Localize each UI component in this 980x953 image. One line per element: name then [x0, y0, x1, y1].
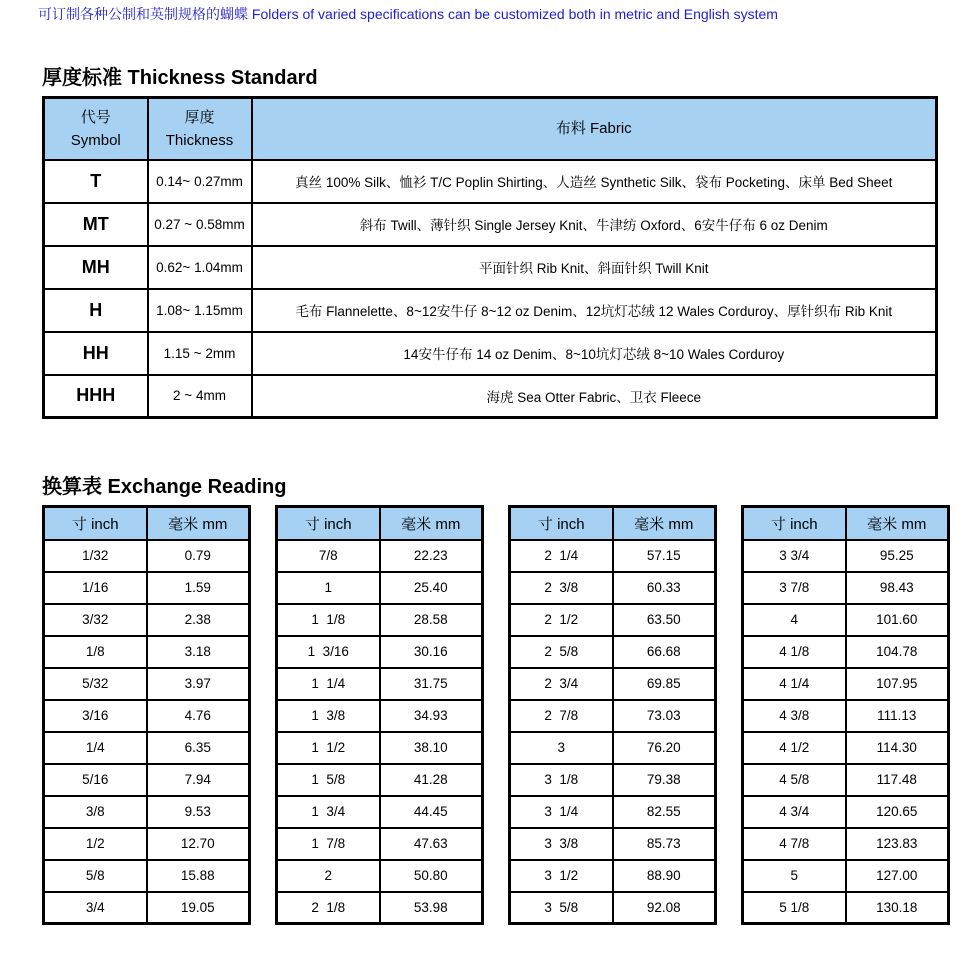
mm-cell: 79.38 — [613, 764, 716, 796]
top-note: 可订制各种公制和英制规格的蝴蝶 Folders of varied specifications can be customized both in metric and English system — [38, 6, 778, 22]
table-row — [743, 892, 949, 924]
inch-cell: 4 — [743, 604, 846, 636]
inch-cell: 1 7/8 — [277, 828, 380, 860]
symbol-header-en: Symbol — [70, 131, 121, 149]
mm-cell: 117.48 — [846, 764, 949, 796]
thickness-section-title: 厚度标准 Thickness Standard — [42, 67, 318, 89]
inch-cell: 3/32 — [44, 604, 147, 636]
mm-cell: 127.00 — [846, 860, 949, 892]
table-row — [510, 700, 716, 732]
mm-column-header: 毫米 mm — [846, 507, 949, 540]
mm-cell: 130.18 — [846, 892, 949, 924]
mm-cell: 1.59 — [147, 572, 250, 604]
exchange-header-row — [44, 507, 250, 540]
table-row — [44, 860, 250, 892]
table-row — [44, 540, 250, 572]
inch-cell: 1 5/8 — [277, 764, 380, 796]
inch-cell: 1 1/2 — [277, 732, 380, 764]
fabric-cell: 14安牛仔布 14 oz Denim、8~10坑灯芯绒 8~10 Wales Corduroy — [252, 332, 937, 375]
thickness-cell: 0.62~ 1.04mm — [148, 246, 252, 289]
table-row — [743, 764, 949, 796]
inch-cell: 3/16 — [44, 700, 147, 732]
thickness-cell: 1.15 ~ 2mm — [148, 332, 252, 375]
table-row — [44, 732, 250, 764]
thickness-header-en: Thickness — [165, 131, 234, 149]
inch-cell: 4 7/8 — [743, 828, 846, 860]
table-row — [277, 764, 483, 796]
mm-cell: 92.08 — [613, 892, 716, 924]
inch-cell: 2 7/8 — [510, 700, 613, 732]
inch-cell: 3 3/8 — [510, 828, 613, 860]
mm-cell: 73.03 — [613, 700, 716, 732]
table-row — [277, 796, 483, 828]
mm-cell: 123.83 — [846, 828, 949, 860]
symbol-header-zh: 代号 — [80, 108, 111, 126]
mm-cell: 30.16 — [380, 636, 483, 668]
thickness-header-zh: 厚度 — [184, 108, 215, 126]
inch-cell: 3 3/4 — [743, 540, 846, 572]
mm-cell: 3.18 — [147, 636, 250, 668]
mm-cell: 120.65 — [846, 796, 949, 828]
mm-cell: 88.90 — [613, 860, 716, 892]
mm-cell: 53.98 — [380, 892, 483, 924]
inch-cell: 3/4 — [44, 892, 147, 924]
table-row — [743, 572, 949, 604]
exchange-header-row — [743, 507, 949, 540]
mm-cell: 95.25 — [846, 540, 949, 572]
mm-cell: 34.93 — [380, 700, 483, 732]
mm-cell: 7.94 — [147, 764, 250, 796]
table-row — [44, 375, 937, 418]
table-row — [44, 572, 250, 604]
inch-column-header: 寸 inch — [510, 507, 613, 540]
table-row — [277, 668, 483, 700]
inch-cell: 4 3/4 — [743, 796, 846, 828]
table-row — [44, 828, 250, 860]
inch-cell: 5/32 — [44, 668, 147, 700]
mm-cell: 4.76 — [147, 700, 250, 732]
table-row — [510, 636, 716, 668]
table-row — [44, 796, 250, 828]
table-row — [44, 160, 937, 203]
fabric-cell: 真丝 100% Silk、恤衫 T/C Poplin Shirting、人造丝 Synthetic Silk、袋布 Pocketing、床单 Bed Sheet — [252, 160, 937, 203]
mm-cell: 60.33 — [613, 572, 716, 604]
inch-cell: 3 5/8 — [510, 892, 613, 924]
thickness-header-row — [44, 98, 937, 160]
table-row — [510, 540, 716, 572]
mm-column-header: 毫米 mm — [613, 507, 716, 540]
symbol-cell: MT — [44, 203, 148, 246]
exchange-section-title: 换算表 Exchange Reading — [42, 476, 287, 498]
table-row — [510, 604, 716, 636]
mm-cell: 22.23 — [380, 540, 483, 572]
thickness-cell: 2 ~ 4mm — [148, 375, 252, 418]
inch-cell: 1 3/16 — [277, 636, 380, 668]
inch-cell: 1/32 — [44, 540, 147, 572]
inch-cell: 2 1/4 — [510, 540, 613, 572]
fabric-column-header: 布料 Fabric — [252, 98, 937, 160]
inch-cell: 3 1/2 — [510, 860, 613, 892]
symbol-cell: HHH — [44, 375, 148, 418]
table-row — [44, 764, 250, 796]
inch-cell: 1/8 — [44, 636, 147, 668]
mm-cell: 31.75 — [380, 668, 483, 700]
mm-cell: 98.43 — [846, 572, 949, 604]
symbol-cell: T — [44, 160, 148, 203]
table-row — [510, 668, 716, 700]
mm-cell: 38.10 — [380, 732, 483, 764]
inch-cell: 4 1/4 — [743, 668, 846, 700]
inch-cell: 1/16 — [44, 572, 147, 604]
mm-cell: 82.55 — [613, 796, 716, 828]
inch-cell: 2 1/8 — [277, 892, 380, 924]
inch-cell: 1 3/4 — [277, 796, 380, 828]
exchange-table-1 — [42, 505, 251, 925]
table-row — [510, 764, 716, 796]
table-row — [277, 892, 483, 924]
table-row — [510, 860, 716, 892]
table-row — [44, 604, 250, 636]
thickness-cell: 0.27 ~ 0.58mm — [148, 203, 252, 246]
inch-cell: 2 3/4 — [510, 668, 613, 700]
inch-cell: 2 3/8 — [510, 572, 613, 604]
thickness-cell: 0.14~ 0.27mm — [148, 160, 252, 203]
inch-cell: 1 1/8 — [277, 604, 380, 636]
mm-cell: 3.97 — [147, 668, 250, 700]
table-row — [277, 572, 483, 604]
table-row — [510, 796, 716, 828]
table-row — [743, 540, 949, 572]
inch-cell: 1 3/8 — [277, 700, 380, 732]
inch-cell: 5 1/8 — [743, 892, 846, 924]
thickness-cell: 1.08~ 1.15mm — [148, 289, 252, 332]
inch-cell: 3/8 — [44, 796, 147, 828]
table-row — [277, 700, 483, 732]
fabric-cell: 斜布 Twill、薄针织 Single Jersey Knit、牛津纺 Oxford、6安牛仔布 6 oz Denim — [252, 203, 937, 246]
mm-cell: 44.45 — [380, 796, 483, 828]
mm-column-header: 毫米 mm — [380, 507, 483, 540]
inch-column-header: 寸 inch — [277, 507, 380, 540]
mm-cell: 104.78 — [846, 636, 949, 668]
symbol-column-header — [44, 98, 148, 160]
mm-cell: 69.85 — [613, 668, 716, 700]
exchange-header-row — [510, 507, 716, 540]
mm-cell: 47.63 — [380, 828, 483, 860]
mm-column-header: 毫米 mm — [147, 507, 250, 540]
mm-cell: 2.38 — [147, 604, 250, 636]
mm-cell: 114.30 — [846, 732, 949, 764]
table-row — [510, 732, 716, 764]
inch-cell: 2 1/2 — [510, 604, 613, 636]
mm-cell: 41.28 — [380, 764, 483, 796]
table-row — [277, 828, 483, 860]
table-row — [44, 246, 937, 289]
fabric-cell: 平面针织 Rib Knit、斜面针织 Twill Knit — [252, 246, 937, 289]
table-row — [510, 572, 716, 604]
mm-cell: 50.80 — [380, 860, 483, 892]
thickness-table — [42, 96, 938, 419]
mm-cell: 76.20 — [613, 732, 716, 764]
inch-cell: 2 5/8 — [510, 636, 613, 668]
mm-cell: 66.68 — [613, 636, 716, 668]
table-row — [510, 892, 716, 924]
mm-cell: 28.58 — [380, 604, 483, 636]
inch-cell: 3 1/8 — [510, 764, 613, 796]
inch-cell: 4 1/2 — [743, 732, 846, 764]
table-row — [743, 860, 949, 892]
table-row — [510, 828, 716, 860]
inch-cell: 5/16 — [44, 764, 147, 796]
symbol-cell: MH — [44, 246, 148, 289]
table-row — [44, 203, 937, 246]
mm-cell: 6.35 — [147, 732, 250, 764]
inch-cell: 5/8 — [44, 860, 147, 892]
inch-cell: 2 — [277, 860, 380, 892]
inch-cell: 4 5/8 — [743, 764, 846, 796]
mm-cell: 15.88 — [147, 860, 250, 892]
exchange-table-4 — [741, 505, 950, 925]
mm-cell: 12.70 — [147, 828, 250, 860]
inch-cell: 1 — [277, 572, 380, 604]
inch-cell: 4 1/8 — [743, 636, 846, 668]
table-row — [277, 732, 483, 764]
exchange-tables — [42, 505, 950, 925]
table-row — [743, 668, 949, 700]
inch-cell: 3 7/8 — [743, 572, 846, 604]
mm-cell: 107.95 — [846, 668, 949, 700]
mm-cell: 9.53 — [147, 796, 250, 828]
table-row — [743, 636, 949, 668]
inch-cell: 1/2 — [44, 828, 147, 860]
table-row — [277, 540, 483, 572]
fabric-cell: 海虎 Sea Otter Fabric、卫衣 Fleece — [252, 375, 937, 418]
symbol-cell: HH — [44, 332, 148, 375]
inch-cell: 4 3/8 — [743, 700, 846, 732]
inch-column-header: 寸 inch — [44, 507, 147, 540]
exchange-header-row — [277, 507, 483, 540]
table-row — [743, 700, 949, 732]
exchange-table-3 — [508, 505, 717, 925]
table-row — [743, 604, 949, 636]
inch-cell: 7/8 — [277, 540, 380, 572]
inch-cell: 1 1/4 — [277, 668, 380, 700]
fabric-cell: 毛布 Flannelette、8~12安牛仔 8~12 oz Denim、12坑灯芯绒 12 Wales Corduroy、厚针织布 Rib Knit — [252, 289, 937, 332]
mm-cell: 25.40 — [380, 572, 483, 604]
table-row — [44, 332, 937, 375]
inch-cell: 3 — [510, 732, 613, 764]
mm-cell: 0.79 — [147, 540, 250, 572]
inch-cell: 3 1/4 — [510, 796, 613, 828]
table-row — [44, 892, 250, 924]
exchange-table-2 — [275, 505, 484, 925]
table-row — [277, 636, 483, 668]
table-row — [743, 796, 949, 828]
mm-cell: 111.13 — [846, 700, 949, 732]
symbol-cell: H — [44, 289, 148, 332]
mm-cell: 101.60 — [846, 604, 949, 636]
table-row — [44, 636, 250, 668]
inch-cell: 5 — [743, 860, 846, 892]
inch-column-header: 寸 inch — [743, 507, 846, 540]
mm-cell: 63.50 — [613, 604, 716, 636]
table-row — [277, 604, 483, 636]
mm-cell: 57.15 — [613, 540, 716, 572]
table-row — [743, 828, 949, 860]
thickness-column-header — [148, 98, 252, 160]
inch-cell: 1/4 — [44, 732, 147, 764]
table-row — [44, 289, 937, 332]
mm-cell: 85.73 — [613, 828, 716, 860]
table-row — [277, 860, 483, 892]
table-row — [743, 732, 949, 764]
table-row — [44, 700, 250, 732]
table-row — [44, 668, 250, 700]
mm-cell: 19.05 — [147, 892, 250, 924]
